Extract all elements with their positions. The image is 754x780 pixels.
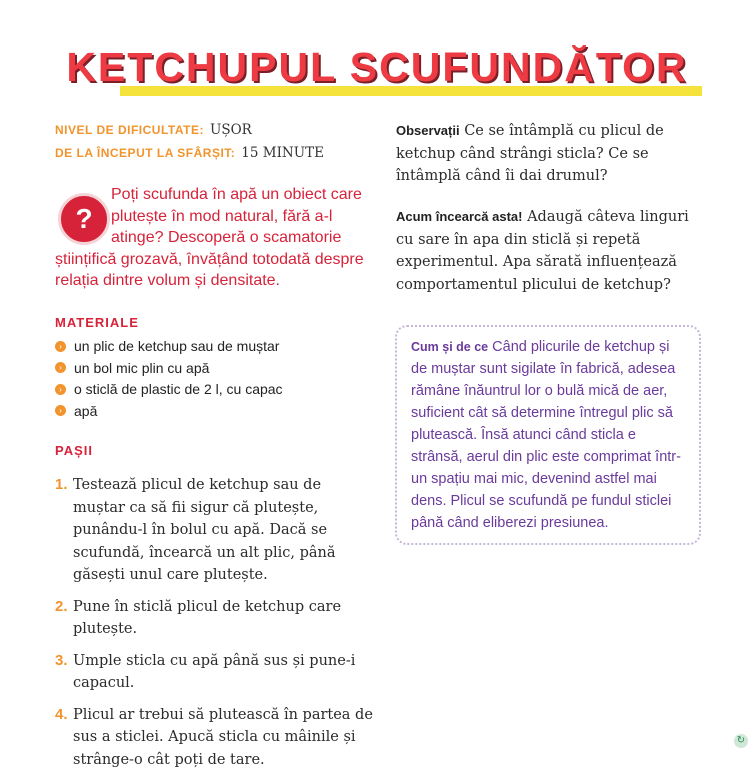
duration-row [55, 145, 324, 161]
chevron-right-icon: › [55, 362, 66, 373]
chevron-right-icon: › [55, 341, 66, 352]
chevron-right-icon: › [55, 384, 66, 395]
observations-text: Ce se întâmplă cu plicul de ketchup când strângi sticla? Ce se întâmplă când îi dai drumul? [396, 123, 664, 184]
steps-heading: PAȘII [55, 443, 93, 458]
recycle-icon: ↻ [734, 734, 748, 748]
try-this-lead: Acum încearcă asta! [396, 209, 523, 224]
try-this-text: Adaugă câteva linguri cu sare în apa din sticlă și repetă experimentul. Apa sărată influențează comportamentul plicului de ketchup? [396, 209, 689, 293]
how-why-box [395, 325, 701, 545]
title-area [0, 40, 754, 100]
step-text: Pune în sticlă plicul de ketchup care plutește. [73, 598, 342, 637]
difficulty-label: NIVEL DE DIFICULTATE: [55, 123, 204, 137]
duration-label: DE LA ÎNCEPUT LA SFÂRȘIT: [55, 146, 236, 160]
intro-paragraph [55, 184, 365, 292]
step-item [55, 596, 375, 641]
list-item: › apă [55, 401, 375, 423]
step-text: Plicul ar trebui să plutească în partea de sus a sticlei. Apucă sticla cu mâinile și strânge-o cât poți de tare. [73, 706, 373, 768]
materials-list [55, 336, 375, 422]
chevron-right-icon: › [55, 405, 66, 416]
step-text: Umple sticla cu apă până sus și pune-i capacul. [73, 652, 356, 691]
intro-text: Poți scufunda în apă un obiect care plutește în mod natural, fără a-l atinge? Descoperă o scamatorie științifică grozavă, învățând totodată despre relația dintre volum și densitate. [55, 186, 364, 289]
step-number: 4. [55, 705, 68, 723]
how-why-text: Când plicurile de ketchup și de muștar sunt sigilate în fabrică, adesea rămâne înăuntrul lor o bulă mică de aer, suficient cât să determine întregul plic să plutească. Însă atunci când sticla e strânsă, aerul din plic este comprimat într-un spațiu mai mic, devenind astfel mai dens. Plicul se scufundă pe fundul sticlei până când eliberezi presiunea. [411, 339, 681, 531]
step-number: 2. [55, 597, 68, 615]
page-title: KETCHUPUL SCUFUNDĂTOR [66, 44, 688, 90]
question-mark-icon: ? [58, 193, 110, 245]
step-item [55, 474, 375, 587]
step-number: 1. [55, 476, 68, 493]
list-item: › o sticlă de plastic de 2 l, cu capac [55, 379, 375, 401]
materials-heading: MATERIALE [55, 315, 139, 330]
steps-list [55, 474, 375, 780]
list-item: › un plic de ketchup sau de muștar [55, 336, 375, 358]
difficulty-row [55, 122, 252, 138]
step-text: Testează plicul de ketchup sau de muștar ca să fii sigur că plutește, punându-l în bolul cu apă. Dacă se scufundă, încearcă un alt plic, până găsești unul care plutește. [73, 477, 336, 583]
difficulty-value: UȘOR [209, 122, 252, 138]
step-item [55, 704, 375, 772]
observations-paragraph [396, 120, 706, 188]
observations-lead: Observații [396, 123, 460, 138]
duration-value: 15 MINUTE [241, 145, 324, 161]
step-number: 3. [55, 651, 68, 669]
step-item [55, 650, 375, 695]
how-why-lead: Cum și de ce [411, 340, 489, 354]
try-this-paragraph [396, 206, 706, 296]
list-item: › un bol mic plin cu apă [55, 358, 375, 380]
